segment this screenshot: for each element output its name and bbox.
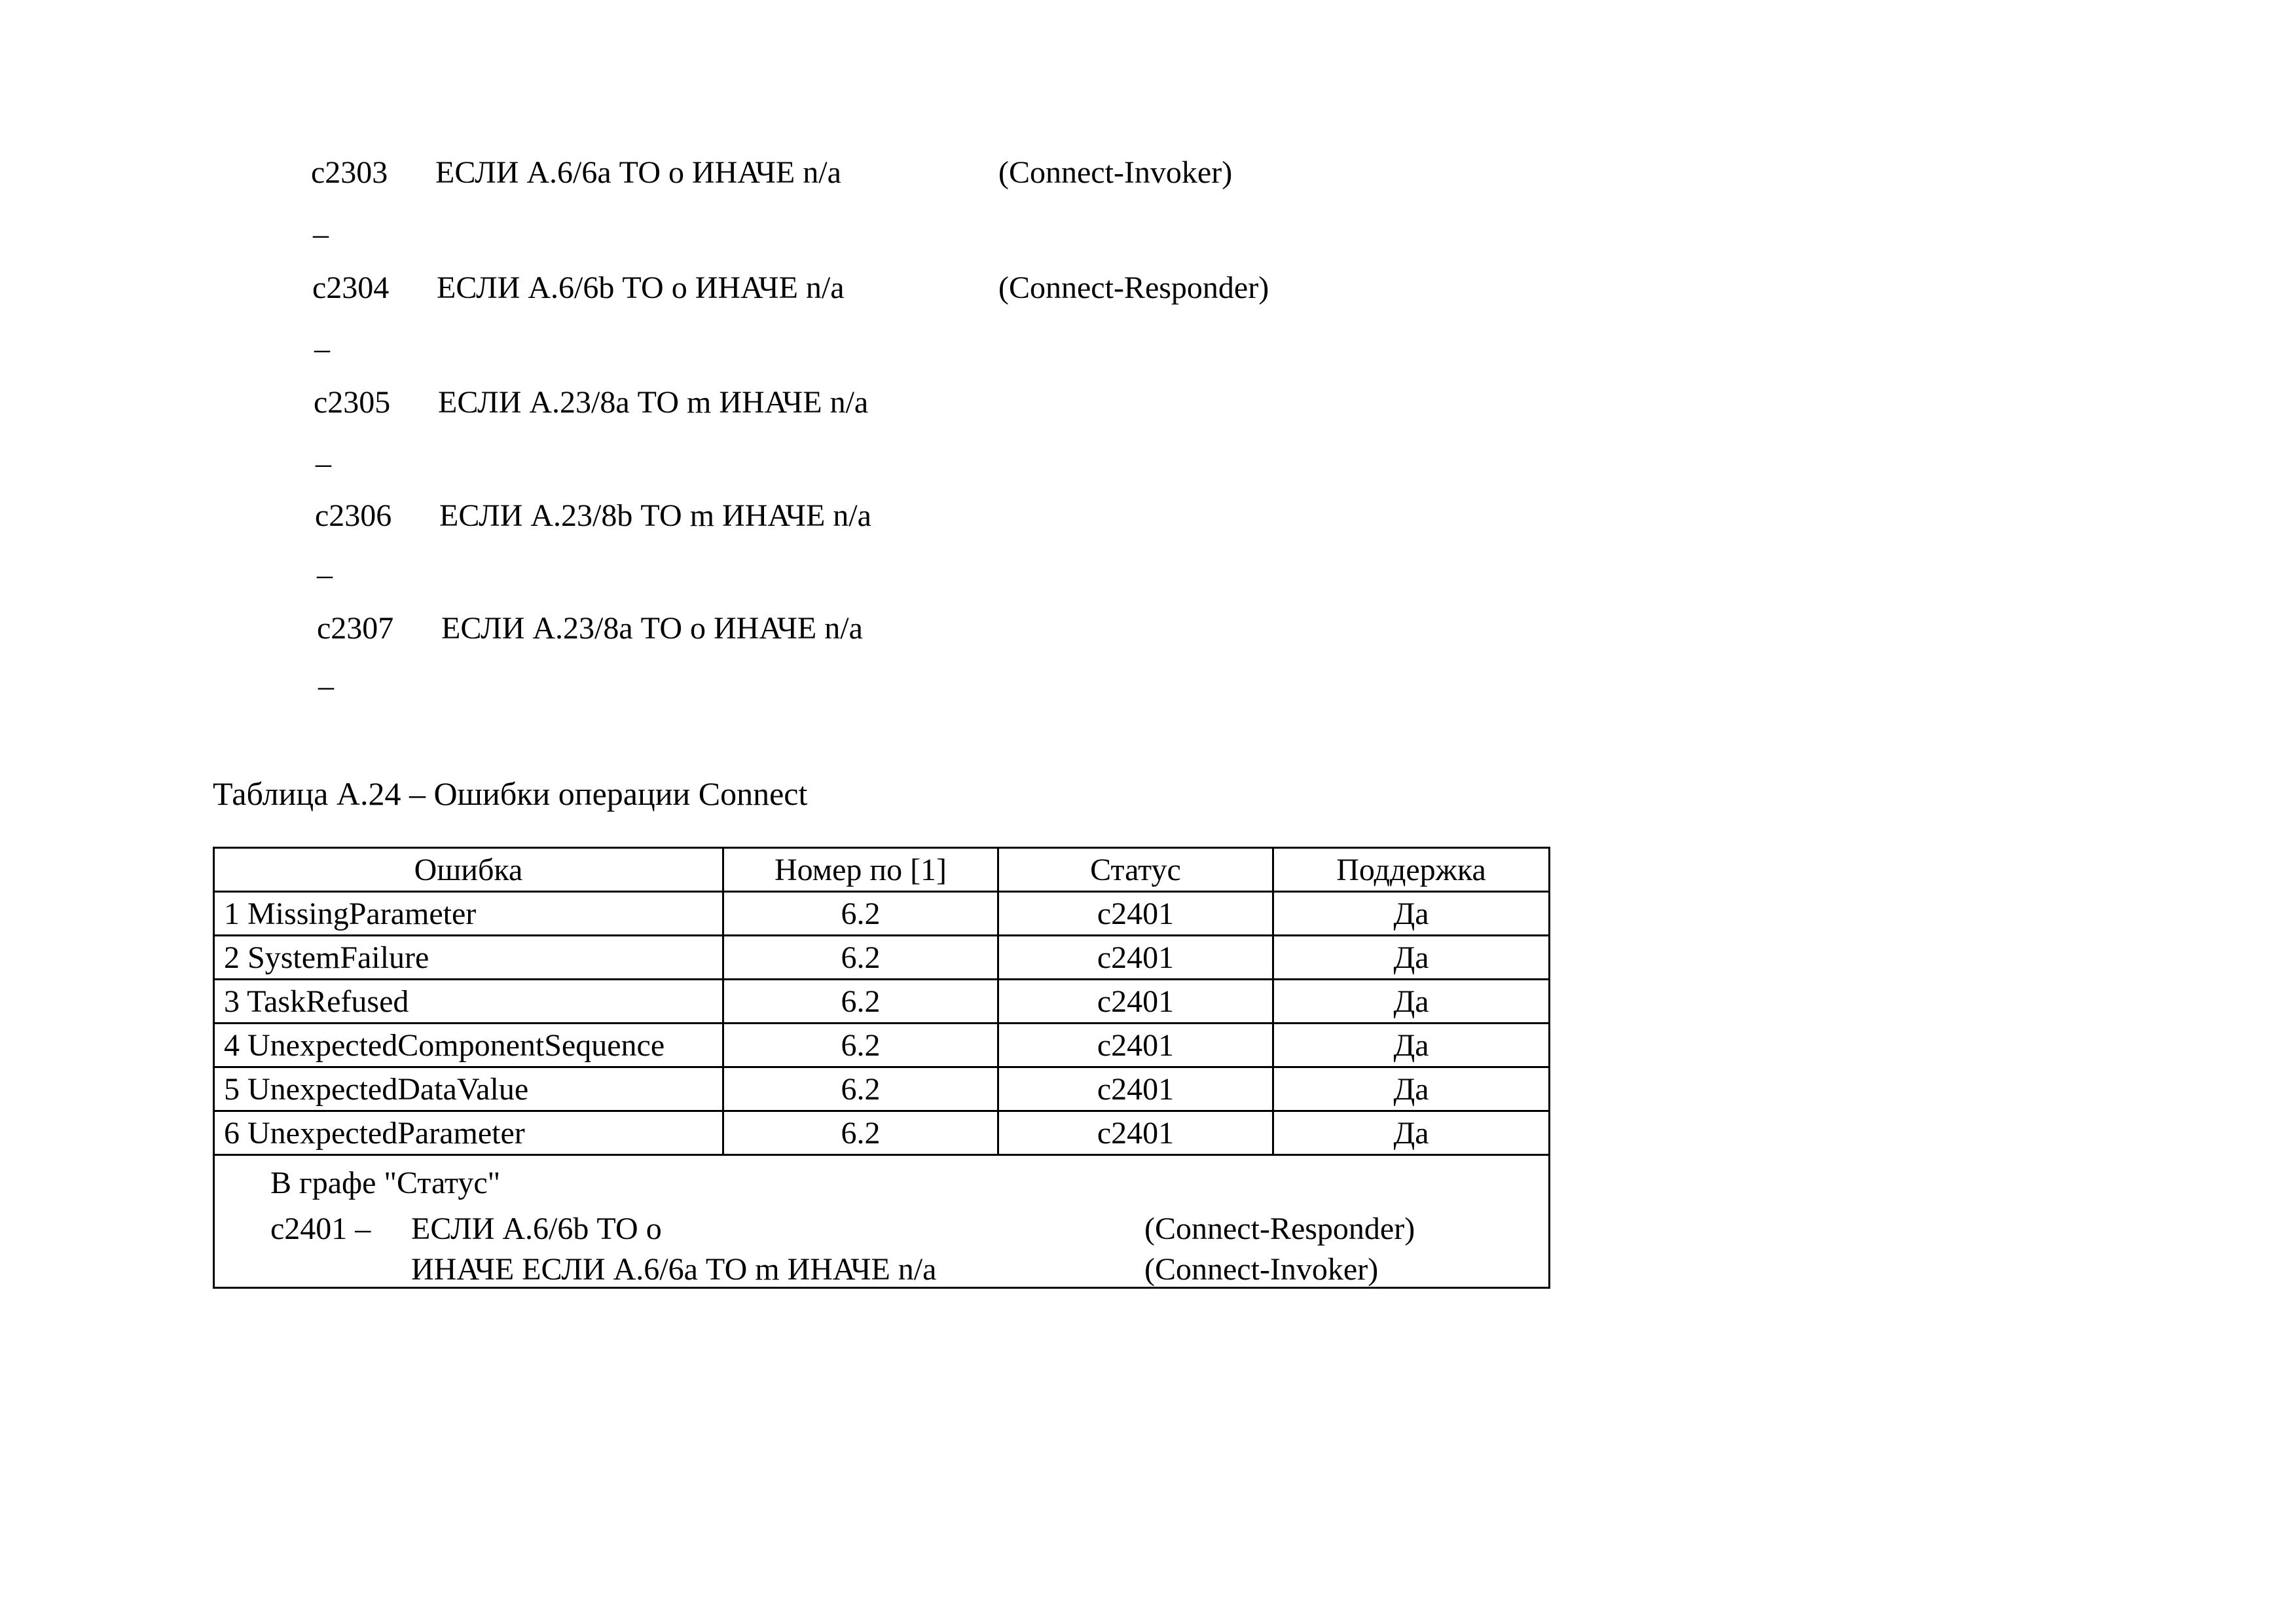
cell-support: Да [1273,936,1550,980]
cell-error: 3 TaskRefused [214,980,723,1024]
cell-support: Да [1273,892,1550,936]
condition-dash: – [317,557,333,592]
footnote-note-1: (Connect-Responder) [1144,1211,1415,1246]
cell-status: c2401 [998,936,1273,980]
cell-status: c2401 [998,980,1273,1024]
header-status: Статус [998,848,1273,892]
footnote-code: c2401 – [270,1211,371,1246]
cell-number: 6.2 [723,1111,998,1155]
table-footnote [214,1155,1550,1288]
cell-support: Да [1273,1024,1550,1067]
condition-note: (Connect-Invoker) [998,155,1233,190]
cell-error: 2 SystemFailure [214,936,723,980]
footnote-title: В графе "Статус" [270,1166,501,1200]
header-support: Поддержка [1273,848,1550,892]
cell-error: 5 UnexpectedDataValue [214,1067,723,1111]
cell-support: Да [1273,980,1550,1024]
table-row [214,936,1550,980]
condition-code: c2305 [314,385,391,420]
header-number: Номер по [1] [723,848,998,892]
header-error: Ошибка [214,848,723,892]
cell-status: c2401 [998,1111,1273,1155]
cell-support: Да [1273,1067,1550,1111]
table-row [214,980,1550,1024]
condition-dash: – [313,217,329,251]
condition-text: ЕСЛИ A.23/8a ТО m ИНАЧЕ n/a [438,385,869,420]
table-row [214,1067,1550,1111]
cell-number: 6.2 [723,936,998,980]
cell-number: 6.2 [723,1024,998,1067]
table-row [214,1024,1550,1067]
table-caption: Таблица А.24 – Ошибки операции Connect [213,775,808,812]
cell-number: 6.2 [723,980,998,1024]
condition-code: c2303 [311,155,388,190]
table-footnote-row [214,1155,1550,1288]
condition-dash: – [318,669,334,703]
table-row [214,892,1550,936]
cell-support: Да [1273,1111,1550,1155]
condition-note: (Connect-Responder) [998,270,1269,305]
footnote-line-2: ИНАЧЕ ЕСЛИ A.6/6a ТО m ИНАЧЕ n/a [411,1252,937,1287]
condition-code: c2307 [317,611,394,646]
condition-dash: – [314,331,330,366]
condition-text: ЕСЛИ A.23/8b ТО m ИНАЧЕ n/a [439,498,871,533]
condition-text: ЕСЛИ A.23/8a ТО o ИНАЧЕ n/a [441,611,863,646]
condition-text: ЕСЛИ A.6/6b ТО o ИНАЧЕ n/a [437,270,845,305]
cell-error: 1 MissingParameter [214,892,723,936]
condition-code: c2304 [312,270,390,305]
errors-table [213,847,1550,1289]
cell-status: c2401 [998,1067,1273,1111]
cell-number: 6.2 [723,892,998,936]
condition-text: ЕСЛИ A.6/6a ТО o ИНАЧЕ n/a [435,155,841,190]
cell-status: c2401 [998,892,1273,936]
table-row [214,1111,1550,1155]
footnote-note-2: (Connect-Invoker) [1144,1252,1379,1287]
cell-error: 6 UnexpectedParameter [214,1111,723,1155]
table-header-row [214,848,1550,892]
condition-code: c2306 [315,498,392,533]
cell-error: 4 UnexpectedComponentSequence [214,1024,723,1067]
condition-dash: – [316,446,331,481]
cell-number: 6.2 [723,1067,998,1111]
footnote-line-1: ЕСЛИ A.6/6b ТО o [411,1211,662,1246]
cell-status: c2401 [998,1024,1273,1067]
